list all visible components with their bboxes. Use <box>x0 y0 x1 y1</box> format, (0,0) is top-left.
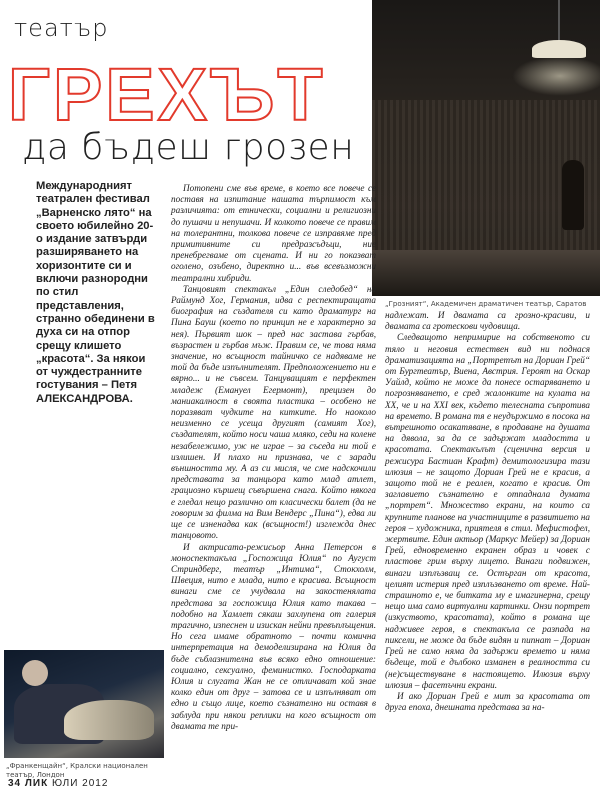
paragraph: надлежат. И двамата са грозно-красиви, и двамата са гротескови чудовища. <box>385 310 590 332</box>
article-column-2 <box>385 310 590 780</box>
paragraph: И актрисата-режисьор Анна Петерсон в моноспектакъла „Госпожица Юлия“ по Аугуст Стриндберг, театър „Интима“, Стокхолм, Швеция, нито е млада, нито е красива. Всъщност винаги сме се учудвала на закостенялата представа за госпожица Юлия като такава – подобно на Хамлет сякаш захлупена от галерия трагично, изпеснен и изискан нейни превъплъщения. Но сега имаме обратното – почти комична интерпретация на демоделизирана на Юлия да бъде съблазнителна във всяко едно отношение: социално, сексуално, феминистко. Господарката Юлия и слугата Жан не се отличават кой знае колко един от друг – затова се и изпълняват от едно и също лице, което съзнателно ни оставя в заблуда при някои реплики на кого всъщност от двамата те при- <box>171 541 376 731</box>
issue-date: ЮЛИ 2012 <box>52 778 109 789</box>
magazine-name: ЛИК <box>24 778 49 789</box>
actor-head <box>22 660 48 686</box>
paragraph: Потопени сме във време, в което все повече се поставя на изпитание нашата търпимост към различията: от етнически, социални и религиозни до пушачи и непушачи. И колкото повече се правим на толерантни, толкова повече се изправяме пред примитивните си предразсъдъци, ние пренебрегваме от сцената. И ни го показват оголено, озъбено, директно и... във всевъзможни театрални хибриди. <box>171 183 376 283</box>
photo-frankenstein <box>4 650 164 758</box>
paragraph: Танцовият спектакъл „Един следобед“ на Раймунд Хог, Германия, идва с респектиращата биография на създателя си като драматург на Пина Бауш (което по принцип не е характерно за нея). Първият шок – пред нас застава гърбав, възрастен и гърбав мъж. Правим се, че това няма значение, но всъщност тайничко се надяваме не той да бъде изпълнителят. Предположението ни е вярно... и не съвсем. Танцуващият е перфектен младеж (Емануел Егермонт), прецизен до маниакалност в своята пластика – особено не поразяват чудките на китките. Но наоколо неизменно се усеща другият (самият Хог), създателят, който носи чаша мляко, седи на колене незабележимо, уж не играе – за съседа ни той е излишен. И плахо ни признава, че с заради външността му. А аз си мисля, че сме надскочили представата за танцьора като млад атлет, грациозно кършещ съвършена снага. Който някога е гледал нещо различно от класически балет (да не говорим за филма на Вим Вендерс „Пина“), едва ли ще се изненадва как (всъщност!) изглежда днес танцовото. <box>171 283 376 541</box>
lamp-cord <box>558 0 560 42</box>
section-label: театър <box>14 14 109 42</box>
headline-main: ГРЕХЪТ <box>8 53 326 136</box>
stage-floor <box>372 250 600 296</box>
page-footer <box>8 778 108 789</box>
photo-caption-top: „Грозният“, Академичен драматичен театър, Саратов <box>385 300 587 308</box>
headline <box>8 53 326 136</box>
paragraph: И ако Дориан Грей е мит за красотата от друга епоха, днешната представа за на- <box>385 690 590 713</box>
page-number: 34 <box>8 778 22 789</box>
photo-caption-bottom: „Франкенщайн“, Кралски национален театър, Лондон <box>6 762 148 779</box>
lamp-glow <box>512 56 600 96</box>
headline-subtitle: да бъдеш грозен <box>22 127 355 168</box>
actor-silhouette <box>562 160 584 230</box>
lead-paragraph: Международният театрален фестивал „Варненско лято“ на своето юбилейно 20-о издание затвърди разширяването на хоризонтите си и включи разнородни по стил представления, странно обединени в духа си на отпор срещу клишето „красота“. За някои от чуждестранните гостувания – Петя АЛЕКСАНДРОВА. <box>36 180 155 405</box>
article-column-1 <box>171 183 376 779</box>
paragraph: Следващото непримирие на собственото си тяло и неговия естествен вид ни поднася драматизацията на „Портретът на Дориан Грей“ от Бургтеатър, Виена, Австрия. Героят на Оскар Уайлд, който не може да понесе остаряването и погрозняването, е сред жалонките на кулата на ХХ, че и на ХХІ век, където телесната съпротива на времето. В романа тя е неудържимо в посока на вътрешното осакатяване, в продаване на душата на дявола, за да се задържат младостта и красотата. Спектакълът (сценична версия и режисура Бастиан Крафт) демитологизира тази илюзия – не защото Дориан Грей не е красив, а защото той не е реален, когато е красив. От заглавието съзнателно е отпаднала думата „портрет“. Множество екрани, на които са крупните планове на участниците в развитието на героя – художника, приятеля в стил. Мефистофел, жертвите. Един актьор (Маркус Мейер) за Дориан Грей, едновременно екранен образ и човек с пластове грим върху лицето. Винаги подвижен, винаги изплъзващ се. Остърган от красота, целият истерия пред изплъзването от време. Най-страшното е, че битката му е имагинерна, срещу нещо има само виртуални картинки. Онзи портрет (изкуството, красотата), който в романа ще надживее героя, в спектакъла се разпада на пиксели, не може да бъде видян и пипнат – Дориан Грей не само няма да задържи времето и няма бъдеще, той е дълбоко изманен в реалността си (не)съществуване в настоящето. Илюзия върху илюзия – фасетъчни екрани. <box>385 332 590 690</box>
actress-figure <box>64 700 154 740</box>
photo-the-ugly-one <box>372 0 600 296</box>
